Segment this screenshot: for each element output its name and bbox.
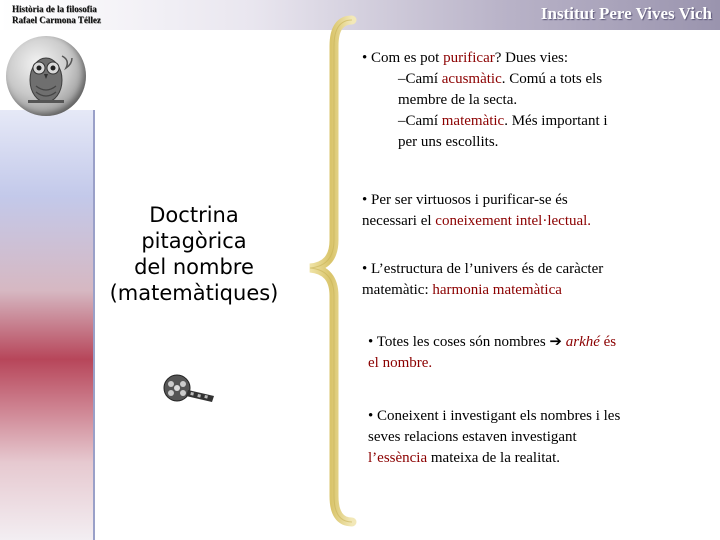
highlight-term: coneixement intel·lectual.: [435, 213, 592, 229]
sub-bullet-line: membre de la secta.: [398, 92, 518, 108]
bullet-text: . Comú a tots els: [501, 71, 603, 87]
topic-title: [96, 202, 292, 306]
bullet-line: [362, 280, 692, 301]
bullet-text: ? Dues vies:: [494, 50, 569, 66]
bullet-essence: [368, 406, 698, 469]
bullet-line: [368, 448, 698, 469]
author-subtitle: Rafael Carmona Téllez: [12, 15, 101, 25]
highlight-term: harmonia matemàtica: [432, 282, 562, 298]
left-gradient-panel: [0, 110, 95, 540]
bullet-virtue: [362, 190, 692, 232]
highlight-term: purificar: [443, 50, 495, 66]
highlight-term: acusmàtic: [441, 71, 502, 87]
curly-brace-decoration: [300, 12, 370, 532]
arrow-right-icon: ➔: [549, 334, 562, 350]
topic-title-line: (matemàtiques): [109, 281, 279, 305]
bullet-text: matemàtic:: [362, 282, 433, 298]
bullet-line: [362, 211, 692, 232]
left-panel-border: [93, 110, 95, 540]
sub-bullet-line: per uns escollits.: [398, 134, 499, 150]
owl-coin-icon: [6, 36, 86, 116]
bullet-text: • Com es pot: [362, 50, 444, 66]
sub-bullet-line: [362, 69, 702, 90]
bullet-text: • Totes les coses són nombres: [368, 334, 550, 350]
bullet-line: • L’estructura de l’univers és de caràcter: [362, 261, 604, 277]
highlight-term: l’essència: [368, 450, 428, 466]
topic-title-line: del nombre: [134, 255, 254, 279]
bullet-line: [362, 48, 702, 69]
sub-bullet-line: [362, 111, 702, 132]
topic-title-line: pitagòrica: [141, 229, 247, 253]
highlight-term: matemàtic: [441, 113, 505, 129]
highlight-term: el nombre.: [368, 355, 433, 371]
film-reel-icon: [160, 368, 216, 404]
bullet-arkhe: [368, 332, 688, 374]
course-subtitle: Història de la filosofia: [12, 4, 97, 14]
highlight-term: és: [599, 334, 617, 350]
topic-title-line: Doctrina: [149, 203, 239, 227]
bullet-text: necessari el: [362, 213, 436, 229]
bullet-text: mateixa de la realitat.: [427, 450, 560, 466]
bullet-text: . Més important i: [504, 113, 608, 129]
bullet-text: –Camí: [398, 113, 442, 129]
bullet-line: • Coneixent i investigant els nombres i les: [368, 408, 621, 424]
header-title: Institut Pere Vives Vich: [540, 4, 712, 23]
highlight-term: arkhé: [565, 334, 600, 350]
bullet-text: –Camí: [398, 71, 442, 87]
bullet-purification: [362, 48, 702, 153]
bullet-line: • Per ser virtuosos i purificar-se és: [362, 192, 568, 208]
bullet-universe-structure: [362, 259, 692, 301]
bullet-line: [368, 332, 688, 353]
bullet-line: seves relacions estaven investigant: [368, 429, 577, 445]
